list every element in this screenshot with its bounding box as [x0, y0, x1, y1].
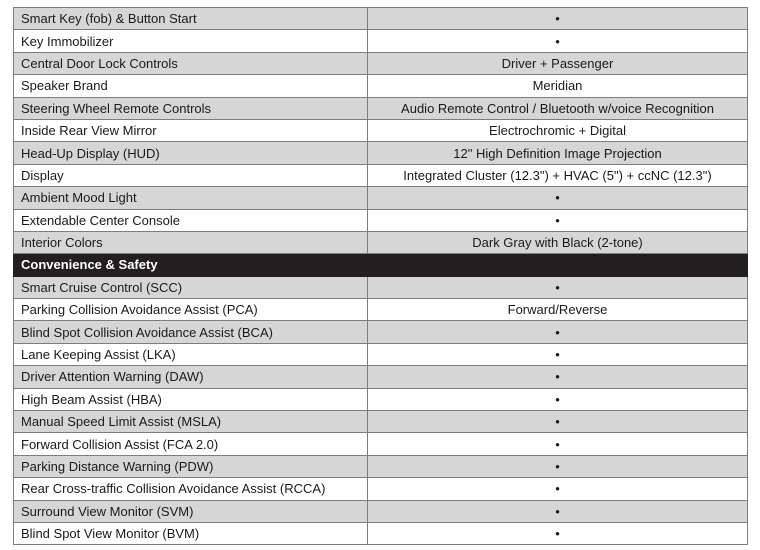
table-row	[14, 142, 748, 164]
value-cell: Forward/Reverse	[368, 299, 748, 321]
feature-cell: Display	[14, 164, 368, 186]
feature-cell: Smart Key (fob) & Button Start	[14, 8, 368, 30]
feature-cell: Smart Cruise Control (SCC)	[14, 276, 368, 298]
table-row	[14, 97, 748, 119]
feature-cell: Parking Distance Warning (PDW)	[14, 455, 368, 477]
section-header-row	[14, 254, 748, 276]
value-cell: •	[368, 209, 748, 231]
feature-cell: Interior Colors	[14, 231, 368, 253]
table-row	[14, 75, 748, 97]
value-cell: Audio Remote Control / Bluetooth w/voice Recognition	[368, 97, 748, 119]
table-row	[14, 388, 748, 410]
table-row	[14, 478, 748, 500]
table-row	[14, 30, 748, 52]
feature-cell: Blind Spot Collision Avoidance Assist (BCA)	[14, 321, 368, 343]
table-row	[14, 433, 748, 455]
value-cell: Integrated Cluster (12.3") + HVAC (5") + ccNC (12.3")	[368, 164, 748, 186]
feature-cell: Steering Wheel Remote Controls	[14, 97, 368, 119]
table-row	[14, 119, 748, 141]
table-row	[14, 522, 748, 544]
feature-cell: Ambient Mood Light	[14, 187, 368, 209]
value-cell: 12" High Definition Image Projection	[368, 142, 748, 164]
spec-table-body	[14, 8, 748, 545]
table-row	[14, 164, 748, 186]
table-row	[14, 321, 748, 343]
feature-cell: Inside Rear View Mirror	[14, 119, 368, 141]
value-cell: •	[368, 500, 748, 522]
table-row	[14, 500, 748, 522]
feature-cell: Manual Speed Limit Assist (MSLA)	[14, 411, 368, 433]
feature-cell: Lane Keeping Assist (LKA)	[14, 343, 368, 365]
table-row	[14, 455, 748, 477]
value-cell: •	[368, 366, 748, 388]
table-row	[14, 366, 748, 388]
table-row	[14, 276, 748, 298]
value-cell: •	[368, 411, 748, 433]
table-row	[14, 299, 748, 321]
value-cell: •	[368, 522, 748, 544]
table-row	[14, 52, 748, 74]
feature-cell: Parking Collision Avoidance Assist (PCA)	[14, 299, 368, 321]
value-cell: Driver + Passenger	[368, 52, 748, 74]
table-row	[14, 411, 748, 433]
value-cell: •	[368, 433, 748, 455]
feature-cell: Rear Cross-traffic Collision Avoidance Assist (RCCA)	[14, 478, 368, 500]
value-cell: Dark Gray with Black (2-tone)	[368, 231, 748, 253]
section-title: Convenience & Safety	[14, 254, 748, 276]
feature-cell: Surround View Monitor (SVM)	[14, 500, 368, 522]
table-row	[14, 343, 748, 365]
feature-cell: Blind Spot View Monitor (BVM)	[14, 522, 368, 544]
table-row	[14, 8, 748, 30]
value-cell: •	[368, 478, 748, 500]
table-row	[14, 209, 748, 231]
feature-cell: Forward Collision Assist (FCA 2.0)	[14, 433, 368, 455]
feature-cell: Speaker Brand	[14, 75, 368, 97]
value-cell: •	[368, 187, 748, 209]
value-cell: •	[368, 8, 748, 30]
value-cell: •	[368, 388, 748, 410]
feature-cell: Key Immobilizer	[14, 30, 368, 52]
feature-cell: Driver Attention Warning (DAW)	[14, 366, 368, 388]
value-cell: •	[368, 276, 748, 298]
table-row	[14, 231, 748, 253]
table-row	[14, 187, 748, 209]
spec-table	[13, 7, 748, 545]
feature-cell: Central Door Lock Controls	[14, 52, 368, 74]
value-cell: Electrochromic + Digital	[368, 119, 748, 141]
feature-cell: Extendable Center Console	[14, 209, 368, 231]
value-cell: •	[368, 30, 748, 52]
value-cell: •	[368, 455, 748, 477]
feature-cell: High Beam Assist (HBA)	[14, 388, 368, 410]
value-cell: •	[368, 343, 748, 365]
value-cell: •	[368, 321, 748, 343]
value-cell: Meridian	[368, 75, 748, 97]
feature-cell: Head-Up Display (HUD)	[14, 142, 368, 164]
